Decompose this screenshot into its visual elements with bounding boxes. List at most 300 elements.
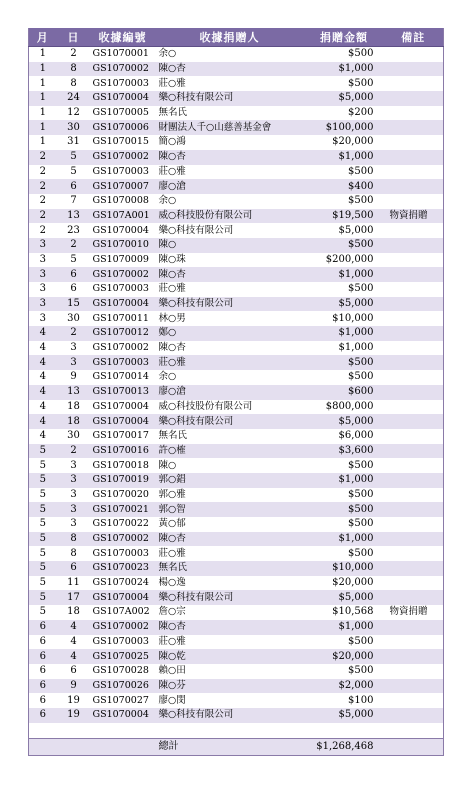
- table-row: [29, 546, 444, 561]
- cell-donor: 威○科技股份有限公司: [155, 209, 305, 224]
- cell-receipt-no: GS1070002: [91, 267, 155, 282]
- table-row: [29, 414, 444, 429]
- cell-donor: 樂○科技有限公司: [155, 590, 305, 605]
- cell-note: 物資捐贈: [384, 605, 444, 620]
- cell-month: 2: [29, 179, 57, 194]
- cell-amount: $500: [305, 635, 384, 650]
- cell-donor: 廖○閔: [155, 693, 305, 708]
- total-spacer: [57, 738, 91, 755]
- cell-note: [384, 473, 444, 488]
- cell-note: [384, 341, 444, 356]
- cell-amount: $5,000: [305, 297, 384, 312]
- table-row: [29, 47, 444, 62]
- table-row: [29, 502, 444, 517]
- cell-note: [384, 47, 444, 62]
- cell-day: 2: [57, 326, 91, 341]
- cell-donor: 樂○科技有限公司: [155, 91, 305, 106]
- cell-donor: 余○: [155, 370, 305, 385]
- cell-note: [384, 635, 444, 650]
- cell-month: 1: [29, 120, 57, 135]
- total-spacer: [29, 738, 57, 755]
- table-row: [29, 326, 444, 341]
- cell-receipt-no: GS1070002: [91, 341, 155, 356]
- cell-donor: 郭○智: [155, 502, 305, 517]
- cell-note: [384, 326, 444, 341]
- header-month: 月: [29, 28, 57, 47]
- table-row: [29, 385, 444, 400]
- cell-day: 18: [57, 414, 91, 429]
- cell-note: [384, 62, 444, 77]
- cell-month: 6: [29, 649, 57, 664]
- table-row: [29, 267, 444, 282]
- cell-month: 3: [29, 238, 57, 253]
- cell-receipt-no: GS1070010: [91, 238, 155, 253]
- cell-note: [384, 311, 444, 326]
- cell-amount: $200: [305, 106, 384, 121]
- cell-day: 3: [57, 488, 91, 503]
- cell-month: 2: [29, 209, 57, 224]
- cell-donor: 余○: [155, 194, 305, 209]
- cell-donor: 郭○錩: [155, 473, 305, 488]
- cell-note: [384, 458, 444, 473]
- table-row: [29, 649, 444, 664]
- cell-day: 6: [57, 282, 91, 297]
- cell-amount: $1,000: [305, 341, 384, 356]
- cell-donor: 簡○鴻: [155, 135, 305, 150]
- cell-month: 3: [29, 311, 57, 326]
- cell-receipt-no: GS1070003: [91, 165, 155, 180]
- cell-donor: 陳○杏: [155, 620, 305, 635]
- cell-receipt-no: GS1070021: [91, 502, 155, 517]
- cell-day: 8: [57, 546, 91, 561]
- cell-month: 2: [29, 150, 57, 165]
- cell-amount: $20,000: [305, 135, 384, 150]
- cell-day: 6: [57, 561, 91, 576]
- cell-month: 5: [29, 502, 57, 517]
- cell-month: 5: [29, 488, 57, 503]
- cell-month: 5: [29, 561, 57, 576]
- cell-month: 3: [29, 267, 57, 282]
- cell-month: 4: [29, 370, 57, 385]
- cell-receipt-no: GS1070007: [91, 179, 155, 194]
- table-row: [29, 590, 444, 605]
- table-row: [29, 458, 444, 473]
- table-row: [29, 532, 444, 547]
- cell-note: [384, 561, 444, 576]
- cell-donor: 無名氏: [155, 106, 305, 121]
- cell-amount: $6,000: [305, 429, 384, 444]
- cell-month: 1: [29, 62, 57, 77]
- cell-day: 9: [57, 679, 91, 694]
- cell-receipt-no: GS1070004: [91, 414, 155, 429]
- cell-donor: 陳○杏: [155, 267, 305, 282]
- cell-amount: $500: [305, 502, 384, 517]
- cell-day: 11: [57, 576, 91, 591]
- cell-note: [384, 532, 444, 547]
- cell-amount: $500: [305, 458, 384, 473]
- cell-donor: 莊○雅: [155, 165, 305, 180]
- cell-note: [384, 385, 444, 400]
- cell-day: 24: [57, 91, 91, 106]
- cell-note: [384, 223, 444, 238]
- cell-donor: 陳○杏: [155, 341, 305, 356]
- cell-receipt-no: GS1070012: [91, 326, 155, 341]
- cell-receipt-no: GS1070004: [91, 400, 155, 415]
- cell-note: [384, 370, 444, 385]
- table-row: [29, 605, 444, 620]
- cell-day: 4: [57, 649, 91, 664]
- cell-donor: 廖○滄: [155, 385, 305, 400]
- cell-amount: $500: [305, 517, 384, 532]
- cell-amount: $1,000: [305, 150, 384, 165]
- cell-receipt-no: GS1070022: [91, 517, 155, 532]
- table-row: [29, 341, 444, 356]
- cell-day: 30: [57, 429, 91, 444]
- cell-amount: $100: [305, 693, 384, 708]
- cell-receipt-no: GS1070014: [91, 370, 155, 385]
- header-note: 備註: [384, 28, 444, 47]
- cell-note: [384, 444, 444, 459]
- cell-month: 5: [29, 444, 57, 459]
- cell-donor: 賴○田: [155, 664, 305, 679]
- cell-month: 1: [29, 135, 57, 150]
- cell-donor: 陳○杏: [155, 532, 305, 547]
- cell-note: [384, 91, 444, 106]
- cell-donor: 威○科技股份有限公司: [155, 400, 305, 415]
- cell-donor: 許○榷: [155, 444, 305, 459]
- cell-amount: $500: [305, 664, 384, 679]
- cell-receipt-no: GS1070005: [91, 106, 155, 121]
- table-row: [29, 179, 444, 194]
- cell-day: 3: [57, 458, 91, 473]
- cell-month: 3: [29, 253, 57, 268]
- table-row: [29, 473, 444, 488]
- cell-amount: $5,000: [305, 590, 384, 605]
- cell-donor: 陳○珠: [155, 253, 305, 268]
- table-row: [29, 635, 444, 650]
- header-receipt-no: 收據編號: [91, 28, 155, 47]
- cell-month: 5: [29, 517, 57, 532]
- cell-amount: $500: [305, 355, 384, 370]
- cell-donor: 詹○宗: [155, 605, 305, 620]
- table-row: [29, 370, 444, 385]
- cell-amount: $20,000: [305, 576, 384, 591]
- cell-amount: $10,568: [305, 605, 384, 620]
- cell-receipt-no: GS1070002: [91, 620, 155, 635]
- cell-donor: 樂○科技有限公司: [155, 297, 305, 312]
- table-row: [29, 708, 444, 723]
- cell-donor: 郭○雅: [155, 488, 305, 503]
- cell-receipt-no: GS1070003: [91, 355, 155, 370]
- cell-donor: 莊○雅: [155, 76, 305, 91]
- cell-month: 4: [29, 355, 57, 370]
- cell-donor: 陳○: [155, 238, 305, 253]
- table-row: [29, 679, 444, 694]
- cell-receipt-no: GS1070002: [91, 532, 155, 547]
- cell-donor: 陳○芬: [155, 679, 305, 694]
- cell-donor: 莊○雅: [155, 282, 305, 297]
- cell-amount: $5,000: [305, 414, 384, 429]
- table-row: [29, 106, 444, 121]
- cell-day: 4: [57, 635, 91, 650]
- cell-month: 5: [29, 546, 57, 561]
- cell-note: [384, 355, 444, 370]
- total-spacer: [384, 738, 444, 755]
- table-body: [29, 47, 444, 723]
- table-row: [29, 400, 444, 415]
- cell-amount: $1,000: [305, 62, 384, 77]
- cell-amount: $200,000: [305, 253, 384, 268]
- cell-day: 8: [57, 532, 91, 547]
- cell-note: [384, 620, 444, 635]
- cell-month: 5: [29, 473, 57, 488]
- cell-receipt-no: GS1070026: [91, 679, 155, 694]
- cell-amount: $19,500: [305, 209, 384, 224]
- total-amount: $1,268,468: [305, 738, 384, 755]
- cell-note: [384, 693, 444, 708]
- cell-receipt-no: GS1070004: [91, 91, 155, 106]
- cell-receipt-no: GS1070019: [91, 473, 155, 488]
- cell-donor: 莊○雅: [155, 355, 305, 370]
- cell-note: [384, 165, 444, 180]
- cell-day: 3: [57, 502, 91, 517]
- cell-donor: 財團法人千○山慈善基金會: [155, 120, 305, 135]
- cell-donor: 陳○杏: [155, 62, 305, 77]
- cell-month: 1: [29, 106, 57, 121]
- cell-note: [384, 429, 444, 444]
- table-row: [29, 282, 444, 297]
- cell-day: 23: [57, 223, 91, 238]
- cell-day: 9: [57, 370, 91, 385]
- table-row: [29, 253, 444, 268]
- cell-receipt-no: GS1070006: [91, 120, 155, 135]
- cell-month: 4: [29, 429, 57, 444]
- cell-amount: $1,000: [305, 620, 384, 635]
- cell-day: 8: [57, 62, 91, 77]
- table-row: [29, 62, 444, 77]
- total-spacer: [91, 738, 155, 755]
- cell-month: 4: [29, 385, 57, 400]
- cell-donor: 鄭○: [155, 326, 305, 341]
- cell-day: 18: [57, 605, 91, 620]
- cell-amount: $1,000: [305, 473, 384, 488]
- cell-amount: $1,000: [305, 532, 384, 547]
- cell-amount: $20,000: [305, 649, 384, 664]
- cell-donor: 林○男: [155, 311, 305, 326]
- cell-receipt-no: GS1070017: [91, 429, 155, 444]
- cell-day: 15: [57, 297, 91, 312]
- cell-donor: 無名氏: [155, 561, 305, 576]
- cell-note: [384, 106, 444, 121]
- table-row: [29, 429, 444, 444]
- cell-donor: 陳○乾: [155, 649, 305, 664]
- cell-day: 17: [57, 590, 91, 605]
- total-label: 總計: [155, 738, 305, 755]
- cell-donor: 莊○雅: [155, 546, 305, 561]
- table-row: [29, 76, 444, 91]
- table-row: [29, 576, 444, 591]
- cell-note: [384, 502, 444, 517]
- cell-receipt-no: GS1070009: [91, 253, 155, 268]
- cell-amount: $500: [305, 282, 384, 297]
- total-row: [29, 738, 444, 755]
- header-amount: 捐贈金額: [305, 28, 384, 47]
- cell-note: [384, 238, 444, 253]
- cell-donor: 無名氏: [155, 429, 305, 444]
- cell-day: 3: [57, 355, 91, 370]
- cell-day: 19: [57, 693, 91, 708]
- cell-day: 8: [57, 76, 91, 91]
- cell-receipt-no: GS1070004: [91, 590, 155, 605]
- cell-month: 3: [29, 282, 57, 297]
- cell-amount: $2,000: [305, 679, 384, 694]
- cell-note: [384, 590, 444, 605]
- cell-receipt-no: GS1070024: [91, 576, 155, 591]
- cell-month: 1: [29, 91, 57, 106]
- cell-day: 3: [57, 341, 91, 356]
- table-row: [29, 517, 444, 532]
- cell-amount: $500: [305, 238, 384, 253]
- cell-note: [384, 546, 444, 561]
- blank-row: [29, 723, 444, 739]
- cell-month: 6: [29, 708, 57, 723]
- cell-day: 2: [57, 444, 91, 459]
- cell-receipt-no: GS1070004: [91, 223, 155, 238]
- cell-month: 5: [29, 532, 57, 547]
- header-donor: 收據捐贈人: [155, 28, 305, 47]
- cell-day: 30: [57, 311, 91, 326]
- cell-month: 6: [29, 635, 57, 650]
- cell-amount: $10,000: [305, 561, 384, 576]
- cell-day: 6: [57, 267, 91, 282]
- cell-day: 5: [57, 253, 91, 268]
- cell-day: 3: [57, 517, 91, 532]
- cell-note: [384, 120, 444, 135]
- cell-note: [384, 179, 444, 194]
- cell-note: [384, 517, 444, 532]
- cell-day: 19: [57, 708, 91, 723]
- cell-receipt-no: GS1070002: [91, 150, 155, 165]
- cell-month: 5: [29, 605, 57, 620]
- cell-amount: $1,000: [305, 267, 384, 282]
- table-row: [29, 693, 444, 708]
- table-row: [29, 91, 444, 106]
- cell-amount: $5,000: [305, 223, 384, 238]
- cell-amount: $5,000: [305, 91, 384, 106]
- cell-day: 13: [57, 385, 91, 400]
- cell-month: 6: [29, 679, 57, 694]
- table-row: [29, 120, 444, 135]
- cell-note: [384, 679, 444, 694]
- cell-amount: $500: [305, 47, 384, 62]
- cell-note: [384, 135, 444, 150]
- cell-note: [384, 708, 444, 723]
- cell-month: 6: [29, 620, 57, 635]
- table-row: [29, 297, 444, 312]
- blank-cell: [29, 723, 444, 739]
- cell-amount: $500: [305, 194, 384, 209]
- cell-month: 6: [29, 693, 57, 708]
- donation-table: [28, 28, 444, 756]
- cell-day: 6: [57, 179, 91, 194]
- cell-amount: $500: [305, 370, 384, 385]
- cell-amount: $400: [305, 179, 384, 194]
- cell-donor: 莊○雅: [155, 635, 305, 650]
- cell-day: 5: [57, 150, 91, 165]
- cell-amount: $500: [305, 76, 384, 91]
- cell-month: 1: [29, 47, 57, 62]
- cell-day: 7: [57, 194, 91, 209]
- cell-note: [384, 576, 444, 591]
- cell-donor: 黃○郁: [155, 517, 305, 532]
- cell-receipt-no: GS1070028: [91, 664, 155, 679]
- cell-note: [384, 76, 444, 91]
- cell-receipt-no: GS1070020: [91, 488, 155, 503]
- cell-month: 6: [29, 664, 57, 679]
- cell-month: 2: [29, 194, 57, 209]
- cell-month: 2: [29, 165, 57, 180]
- cell-note: 物資捐贈: [384, 209, 444, 224]
- cell-donor: 余○: [155, 47, 305, 62]
- cell-donor: 廖○滄: [155, 179, 305, 194]
- cell-note: [384, 150, 444, 165]
- cell-receipt-no: GS1070013: [91, 385, 155, 400]
- cell-month: 4: [29, 326, 57, 341]
- cell-day: 2: [57, 47, 91, 62]
- cell-receipt-no: GS1070001: [91, 47, 155, 62]
- cell-receipt-no: GS1070015: [91, 135, 155, 150]
- cell-receipt-no: GS1070004: [91, 297, 155, 312]
- table-row: [29, 150, 444, 165]
- cell-note: [384, 267, 444, 282]
- cell-month: 1: [29, 76, 57, 91]
- cell-receipt-no: GS1070008: [91, 194, 155, 209]
- cell-day: 6: [57, 664, 91, 679]
- table-row: [29, 620, 444, 635]
- cell-receipt-no: GS1070002: [91, 62, 155, 77]
- cell-amount: $800,000: [305, 400, 384, 415]
- cell-receipt-no: GS1070003: [91, 282, 155, 297]
- cell-receipt-no: GS107A001: [91, 209, 155, 224]
- cell-amount: $500: [305, 546, 384, 561]
- cell-note: [384, 297, 444, 312]
- cell-amount: $600: [305, 385, 384, 400]
- cell-month: 5: [29, 590, 57, 605]
- cell-receipt-no: GS1070023: [91, 561, 155, 576]
- cell-amount: $500: [305, 488, 384, 503]
- cell-receipt-no: GS1070018: [91, 458, 155, 473]
- cell-day: 3: [57, 473, 91, 488]
- cell-day: 31: [57, 135, 91, 150]
- table-row: [29, 561, 444, 576]
- table-row: [29, 488, 444, 503]
- table-row: [29, 311, 444, 326]
- cell-donor: 樂○科技有限公司: [155, 708, 305, 723]
- cell-note: [384, 488, 444, 503]
- cell-amount: $100,000: [305, 120, 384, 135]
- cell-amount: $10,000: [305, 311, 384, 326]
- cell-amount: $5,000: [305, 708, 384, 723]
- cell-day: 13: [57, 209, 91, 224]
- cell-note: [384, 400, 444, 415]
- cell-donor: 陳○: [155, 458, 305, 473]
- table-row: [29, 135, 444, 150]
- cell-receipt-no: GS1070027: [91, 693, 155, 708]
- cell-month: 5: [29, 458, 57, 473]
- cell-receipt-no: GS1070011: [91, 311, 155, 326]
- cell-note: [384, 664, 444, 679]
- cell-amount: $500: [305, 165, 384, 180]
